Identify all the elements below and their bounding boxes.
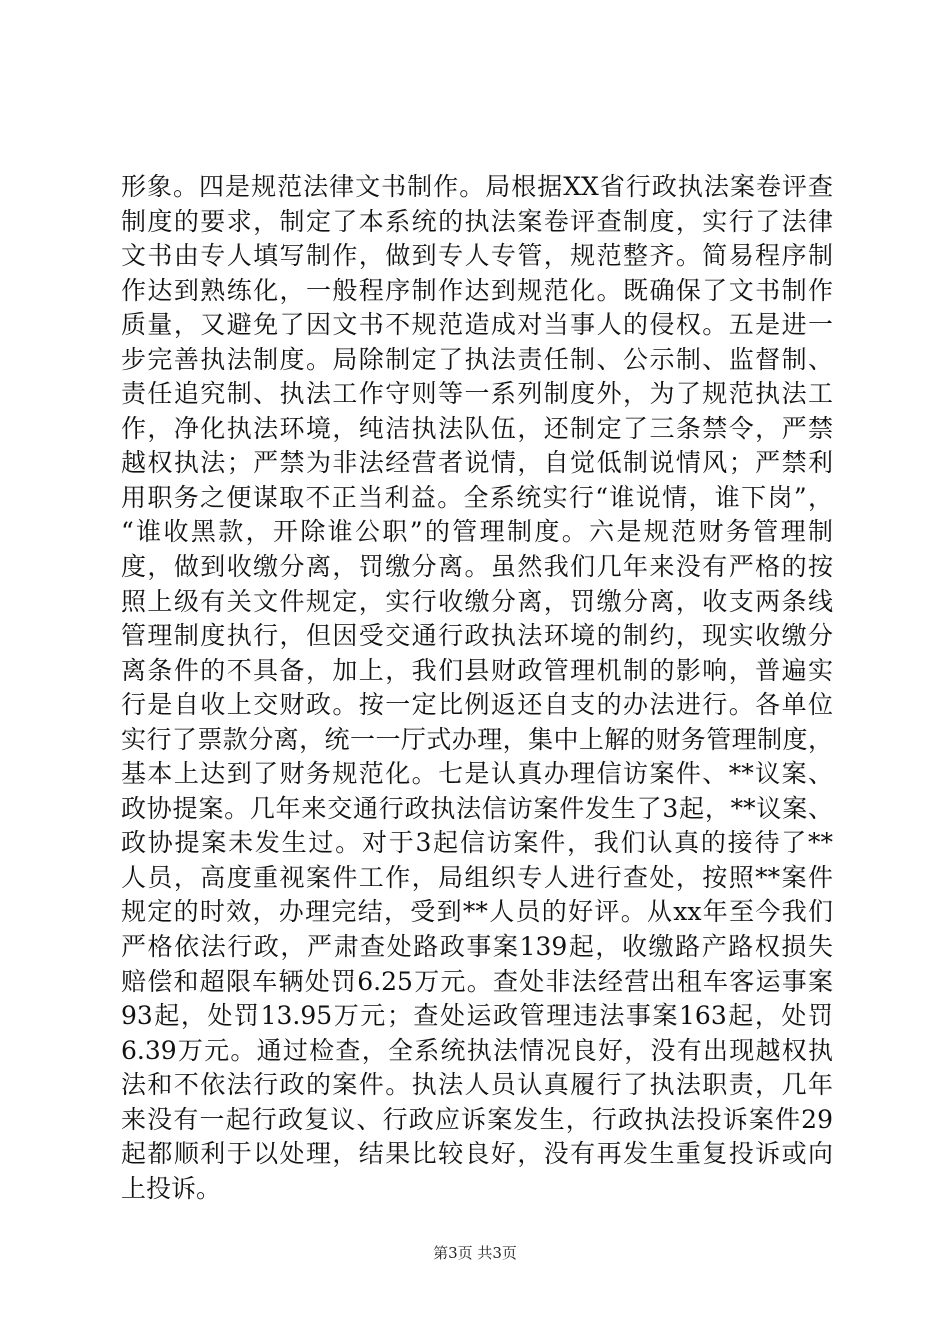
text-line: 作达到熟练化，一般程序制作达到规范化。既确保了文书制作	[121, 275, 833, 305]
text-line: 照上级有关文件规定，实行收缴分离，罚缴分离，收支两条线	[121, 586, 833, 616]
text-line: 制度的要求，制定了本系统的执法案卷评查制度，实行了法律	[121, 206, 833, 236]
text-line: 度，做到收缴分离，罚缴分离。虽然我们几年来没有严格的按	[121, 552, 833, 582]
page-number-label: 第3页 共3页	[433, 1244, 517, 1262]
text-line: 严格依法行政，严肃查处路政事案139起，收缴路产路权损失	[121, 932, 833, 962]
text-line: 人员，高度重视案件工作，局组织专人进行查处，按照**案件	[121, 862, 833, 892]
body-paragraph	[121, 170, 833, 1206]
text-line: 责任追究制、执法工作守则等一系列制度外，为了规范执法工	[121, 379, 833, 409]
page-footer	[0, 1243, 950, 1263]
text-line: 基本上达到了财务规范化。七是认真办理信访案件、**议案、	[121, 759, 833, 789]
text-line: 赔偿和超限车辆处罚6.25万元。查处非法经营出租车客运事案	[121, 966, 833, 996]
text-line: 行是自收上交财政。按一定比例返还自支的办法进行。各单位	[121, 690, 833, 720]
text-line: 6.39万元。通过检查，全系统执法情况良好，没有出现越权执	[121, 1035, 833, 1065]
text-line: 管理制度执行，但因受交通行政执法环境的制约，现实收缴分	[121, 621, 833, 651]
text-line: 用职务之便谋取不正当利益。全系统实行“谁说情，谁下岗”，	[121, 482, 833, 512]
text-line: 离条件的不具备，加上，我们县财政管理机制的影响，普遍实	[121, 655, 833, 685]
text-line: 政协提案未发生过。对于3起信访案件，我们认真的接待了**	[121, 828, 833, 858]
text-line: 来没有一起行政复议、行政应诉案发生，行政执法投诉案件29	[121, 1104, 833, 1134]
text-line: 起都顺利于以处理，结果比较良好，没有再发生重复投诉或向	[121, 1139, 833, 1169]
text-line: 上投诉。	[121, 1173, 222, 1203]
text-line: 实行了票款分离，统一一厅式办理，集中上解的财务管理制度，	[121, 724, 833, 754]
text-line: 法和不依法行政的案件。执法人员认真履行了执法职责，几年	[121, 1070, 833, 1100]
text-line: 步完善执法制度。局除制定了执法责任制、公示制、监督制、	[121, 344, 833, 374]
text-line: 形象。四是规范法律文书制作。局根据XX省行政执法案卷评查	[121, 172, 833, 201]
text-line: 规定的时效，办理完结，受到**人员的好评。从xx年至今我们	[121, 897, 833, 927]
text-line: 93起，处罚13.95万元；查处运政管理违法事案163起，处罚	[121, 1001, 833, 1031]
text-line: 越权执法；严禁为非法经营者说情，自觉低制说情风；严禁利	[121, 448, 833, 478]
text-line: “谁收黑款，开除谁公职”的管理制度。六是规范财务管理制	[121, 517, 833, 547]
text-line: 文书由专人填写制作，做到专人专管，规范整齐。简易程序制	[121, 241, 833, 271]
text-line: 质量，又避免了因文书不规范造成对当事人的侵权。五是进一	[121, 310, 833, 340]
text-line: 作，净化执法环境，纯洁执法队伍，还制定了三条禁令，严禁	[121, 413, 833, 443]
text-line: 政协提案。几年来交通行政执法信访案件发生了3起，**议案、	[121, 793, 833, 823]
